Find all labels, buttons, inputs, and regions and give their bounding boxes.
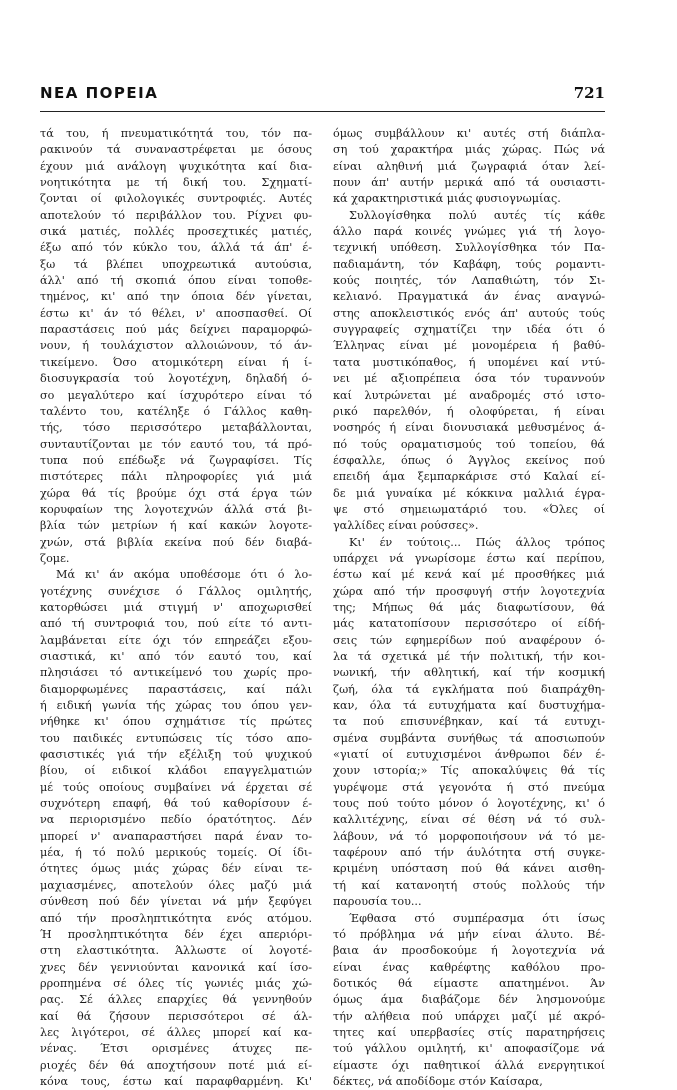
text-line: σιαστικά, κι' από τόν εαυτό του, καί: [40, 650, 312, 663]
running-title: ΝΕΑ ΠΟΡΕΙΑ: [40, 84, 159, 102]
text-line: συχνότερη επαφή, θά τού καθορίσουν έ-: [40, 797, 312, 811]
text-line: όμως συμβάλλουν κι' αυτές στή διάπλα-: [333, 127, 605, 140]
text-line: χώρα θά τίς βρούμε όχι στά έργα τών: [40, 486, 312, 500]
text-line: καλλιτέχνης, είναι σέ θέση νά τό συλ-: [333, 813, 605, 827]
text-line: μάς κατατοπίσουν περισσότερο οί είδή-: [333, 617, 605, 631]
text-line: ή ειδική γωνία τής χώρας του όπου γεν-: [40, 699, 312, 713]
text-line: νένας. Έτσι ορισμένες άτυχες πε-: [40, 1042, 312, 1056]
text-line: νοητικότητα με τή δική του. Σχηματί-: [40, 176, 312, 190]
text-line: ζονται οί φιλολογικές συντροφιές. Αυτές: [40, 192, 312, 206]
text-column-left: [40, 126, 312, 1090]
text-line: βίου, οί ειδικοί κλάδοι επαγγελματιών: [40, 764, 312, 778]
text-line: ταλέντο του, κατέληξε ό Γάλλος καθη-: [40, 404, 312, 418]
text-line: μέ τούς οποίους συμβαίνει νά έρχεται σέ: [40, 780, 312, 794]
text-line: λα τά σχετικά μέ τήν πολιτική, τήν κοι-: [333, 650, 605, 663]
text-line: ξω τά βλέπει υποχρεωτικά αυτούσια,: [40, 257, 312, 271]
text-line: σο μεγαλύτερο καί ίσχυρότερο είναι τό: [40, 388, 312, 402]
text-line: Συλλογίσθηκα πολύ αυτές τίς κάθε: [349, 208, 605, 222]
text-line: βλία τών μετρίων ή καί κακών λογοτε-: [40, 519, 312, 533]
text-line: τημένος, κι' από την όποια δέν γίνεται,: [40, 290, 312, 304]
text-line: τους πού τούτο μόνον ό λογοτέχνης, κι' ό: [333, 797, 605, 811]
text-line: Έλληνας είναι μέ μονομέρεια ή βαθύ-: [333, 339, 605, 353]
text-line: χουν ιστορία;» Τίς αποκαλύψεις θά τίς: [333, 764, 605, 778]
text-line: πλησιάσει τό αντικείμενό του χωρίς προ-: [40, 666, 312, 680]
text-line: σικά ματιές, πολλές προσεχτικές ματιές,: [40, 225, 312, 239]
text-line: μέα, ή τό πολύ μερικούς τομείς. Οί ίδι-: [40, 846, 312, 860]
text-line: συνταυτίζονται με τόν εαυτό του, τά πρό-: [40, 437, 312, 451]
text-line: Μά κι' άν ακόμα υποθέσομε ότι ό λο-: [56, 568, 312, 582]
text-line: ζομε.: [40, 551, 70, 565]
text-line: ρροπημένα σέ όλες τίς γωνιές μιάς χώ-: [40, 976, 312, 990]
text-line: νουν, ή τουλάχιστον αλλοιώνουν, τό άν-: [40, 339, 312, 353]
text-line: τό πρόβλημα νά μήν είναι άλυτο. Βέ-: [333, 927, 605, 941]
text-line: τής, τόσο περισσότερο μεταβάλλονται,: [40, 421, 312, 435]
text-line: παρουσία του...: [333, 895, 422, 909]
text-line: ριοχές δέν θά αποχτήσουν ποτέ μιά εί-: [40, 1058, 312, 1072]
text-line: νήθηκε κι' όπου σχημάτισε τίς πρώτες: [40, 715, 312, 729]
text-line: παδιαμάντη, τόν Καβάφη, τούς ρομαντι-: [333, 257, 605, 271]
text-line: χνες δέν γεννιούνται κανονικά καί ίσο-: [40, 960, 312, 974]
text-line: καί λυτρώνεται μέ αναδρομές στό ιστο-: [333, 388, 605, 402]
text-line: στης αποκλειστικός ενός άπ' αυτούς τούς: [333, 306, 605, 320]
text-line: δε μιά γυναίκα μέ κόκκινα μαλλιά έγρα-: [333, 486, 605, 500]
text-line: γαλλίδες είναι ρούσσες».: [333, 519, 479, 533]
text-line: από τή συντροφιά του, πού είτε τό αντι-: [40, 617, 312, 631]
text-line: γοτέχνης συνέχισε ό Γάλλος ομιλητής,: [40, 584, 312, 598]
text-line: ζωή, όλα τά εγκλήματα πού διαπράχθη-: [333, 682, 605, 696]
text-line: σμένα συμβάντα συνήθως τά αποσιωπούν: [333, 731, 605, 745]
text-line: μαχιασμένες, αποτελούν όλες μαζύ μιά: [40, 878, 312, 892]
text-line: διοσυγκρασία τού λογοτέχνη, δηλαδή ό-: [40, 372, 312, 386]
text-line: ρικό παρελθόν, ή ολοφύρεται, ή είναι: [333, 404, 605, 418]
text-line: τήν αλήθεια πού υπάρχει μαζί μέ ακρό-: [333, 1009, 605, 1023]
text-line: ψε στό σημειωματάριό του. «Όλες οί: [333, 502, 605, 516]
text-line: τή καί κατανοητή στούς πολλούς τήν: [333, 878, 605, 892]
text-line: κελιανό. Πραγματικά άν ένας αναγνώ-: [333, 290, 605, 304]
text-line: κούς ποιητές, τόν Λαπαθιώτη, τόν Σι-: [333, 274, 605, 288]
text-line: νωνική, τήν αθλητική, καί τήν κοσμική: [333, 666, 605, 680]
text-line: καί θά ζήσουν περισσότεροι σέ άλ-: [40, 1009, 312, 1023]
text-line: τα πού επισυνέβηκαν, καί τά ευτυχι-: [333, 715, 605, 729]
text-line: πουν άπ' αυτήν μερικά από τά ουσιαστι-: [333, 176, 605, 190]
text-line: δέκτες, νά αποδίδομε στόν Καίσαρα,: [333, 1074, 543, 1088]
text-line: ση τού χαρακτήρα μιάς χώρας. Πώς νά: [333, 143, 605, 157]
text-line: είμαστε όχι παθητικοί άλλά ενεργητικοί: [333, 1058, 605, 1072]
text-line: πιστότερες πάλι πληροφορίες γιά μιά: [40, 470, 312, 484]
text-line: κριμένη υπόσταση πού θά κάνει αισθη-: [333, 862, 605, 876]
text-line: είναι ένας καθρέφτης καθόλου προ-: [333, 960, 605, 974]
text-line: παραστάσεις πού μάς δείχνει παραμορφώ-: [40, 323, 312, 337]
text-line: νει μέ αξιοπρέπεια όσα τόν τυραννούν: [333, 372, 605, 386]
text-line: γυρέψομε στά γεγονότα ή στό πνεύμα: [333, 780, 605, 794]
text-line: «γιατί οί ευτυχισμένοι άνθρωποι δέν έ-: [333, 748, 605, 762]
text-column-right: [333, 126, 605, 1090]
text-line: τυπα πού επέδωξε νά ζωγραφίσει. Τίς: [40, 453, 312, 467]
text-line: ρας. Σέ άλλες επαρχίες θά γεννηθούν: [40, 993, 312, 1007]
text-line: κατορθώσει μιά στιγμή ν' αποχωρισθεί: [40, 600, 312, 614]
text-line: τά του, ή πνευματικότητά του, τόν πα-: [40, 127, 312, 140]
text-line: Κι' έν τούτοις... Πώς άλλος τρόπος: [349, 535, 605, 549]
text-line: της; Μήπως θά μάς διαφωτίσουν, θά: [333, 600, 605, 614]
header-rule: [40, 111, 605, 112]
text-line: τητες καί υπερβασίες στίς παρατηρήσεις: [333, 1025, 605, 1039]
text-line: ταφέρουν από τήν άυλότητα στή συγκε-: [333, 846, 605, 860]
text-line: λες λιγότεροι, σέ άλλες μπορεί καί κα-: [40, 1025, 312, 1039]
text-line: τατα μυστικόπαθος, ή υπομένει καί ντύ-: [333, 355, 605, 369]
text-line: υπάρχει νά γνωρίσομε έστω καί περίπου,: [333, 551, 605, 565]
text-line: έχουν μιά ανάλογη ψυχικότητα καί δια-: [40, 159, 312, 173]
text-line: ότητες όμως μιάς χώρας δέν είναι τε-: [40, 862, 312, 876]
text-line: νοσηρός ή είναι διονυσιακά μεθυσμένος ά-: [333, 421, 605, 435]
text-line: από τήν προσληπτικότητα ενός ατόμου.: [40, 911, 312, 925]
page-number: 721: [573, 84, 605, 102]
text-line: φασιστικές γιά τήν εξέλιξη τού ψυχικού: [40, 748, 312, 762]
text-line: τού γάλλου ομιλητή, κι' αποφασίζομε νά: [333, 1042, 605, 1056]
text-line: τικείμενο. Όσο ατομικότερη είναι ή ί-: [40, 355, 312, 369]
text-line: άλλο παρά κοινές γνώμες γιά τή λογο-: [333, 225, 605, 239]
text-line: έξω από τόν κύκλο του, άλλά τά άπ' έ-: [40, 241, 312, 255]
text-line: βαια άν προσδοκούμε ή λογοτεχνία νά: [333, 944, 605, 958]
text-line: συγγραφείς σχηματίζει την ιδέα ότι ό: [333, 323, 605, 337]
text-line: λαμβάνεται είτε όχι τόν επηρεάζει εξου-: [40, 633, 312, 647]
text-line: να περιορισμένο πεδίο όρατότητος. Δέν: [40, 813, 312, 827]
text-line: επειδή άμα ξεμπαρκάρισε στό Καλαί εί-: [333, 470, 605, 484]
text-line: άλλ' από τή σκοπιά όπου είναι τοποθε-: [40, 274, 312, 288]
text-line: έστω κι' άν τό θέλει, ν' αποσπασθεί. Οί: [40, 306, 312, 320]
text-line: έσφαλλε, όπως ό Άγγλος εκείνος πού: [333, 453, 605, 467]
text-line: δοτικός θά είμαστε απατημένοι. Άν: [333, 976, 605, 990]
page-header: [40, 84, 605, 108]
text-line: κορυφαίων της λογοτεχνών άλλά στά βι-: [40, 502, 312, 516]
text-line: είναι αληθινή μιά ζωγραφιά όταν λεί-: [333, 159, 605, 173]
text-line: λάβουν, νά τό μορφοποιήσουν νά τό με-: [333, 829, 605, 843]
text-line: στη ελαστικότητα. Άλλωστε οί λογοτέ-: [40, 944, 312, 958]
text-line: χνών, στά βιβλία εκείνα πού δέν διαβά-: [40, 535, 312, 549]
text-line: Έφθασα στό συμπέρασμα ότι ίσως: [349, 911, 605, 925]
text-line: ρακινούν τά συναναστρέφεται με όσους: [40, 143, 312, 157]
text-line: διαμορφωμένες παραστάσεις, καί πάλι: [40, 682, 312, 696]
text-line: Ή προσληπτικότητα δέν έχει απεριόρι-: [40, 927, 312, 941]
text-line: κόνα τους, έστω καί παραφθαρμένη. Κι': [40, 1074, 312, 1088]
text-line: του παιδικές εντυπώσεις τίς τόσο απο-: [40, 731, 312, 745]
text-line: καν, όλα τά ευτυχήματα καί δυστυχήμα-: [333, 699, 605, 713]
text-line: έστω καί μέ κενά καί μέ προσθήκες μιά: [333, 568, 605, 582]
text-line: σύνθεση πού δέν γίνεται νά μήν ξεφύγει: [40, 895, 312, 909]
text-line: κά χαρακτηριστικά μιάς φυσιογνωμίας.: [333, 192, 561, 206]
text-line: σεις τών εφημερίδων πού αναφέρουν ό-: [333, 633, 605, 647]
text-line: πό τούς οραματισμούς τού τοπείου, θά: [333, 437, 605, 451]
text-line: αποτελούν τό περιβάλλον του. Ρίχνει φυ-: [40, 208, 312, 222]
text-line: τεχνική υπόθεση. Συλλογίσθηκα τόν Πα-: [333, 241, 605, 255]
text-line: όμως άμα διαβάζομε δέν λησμονούμε: [333, 993, 605, 1007]
text-line: χώρα από τήν προσφυγή στήν λογοτεχνία: [333, 584, 605, 598]
text-line: μπορεί ν' αναπαραστήσει παρά έναν το-: [40, 829, 312, 843]
